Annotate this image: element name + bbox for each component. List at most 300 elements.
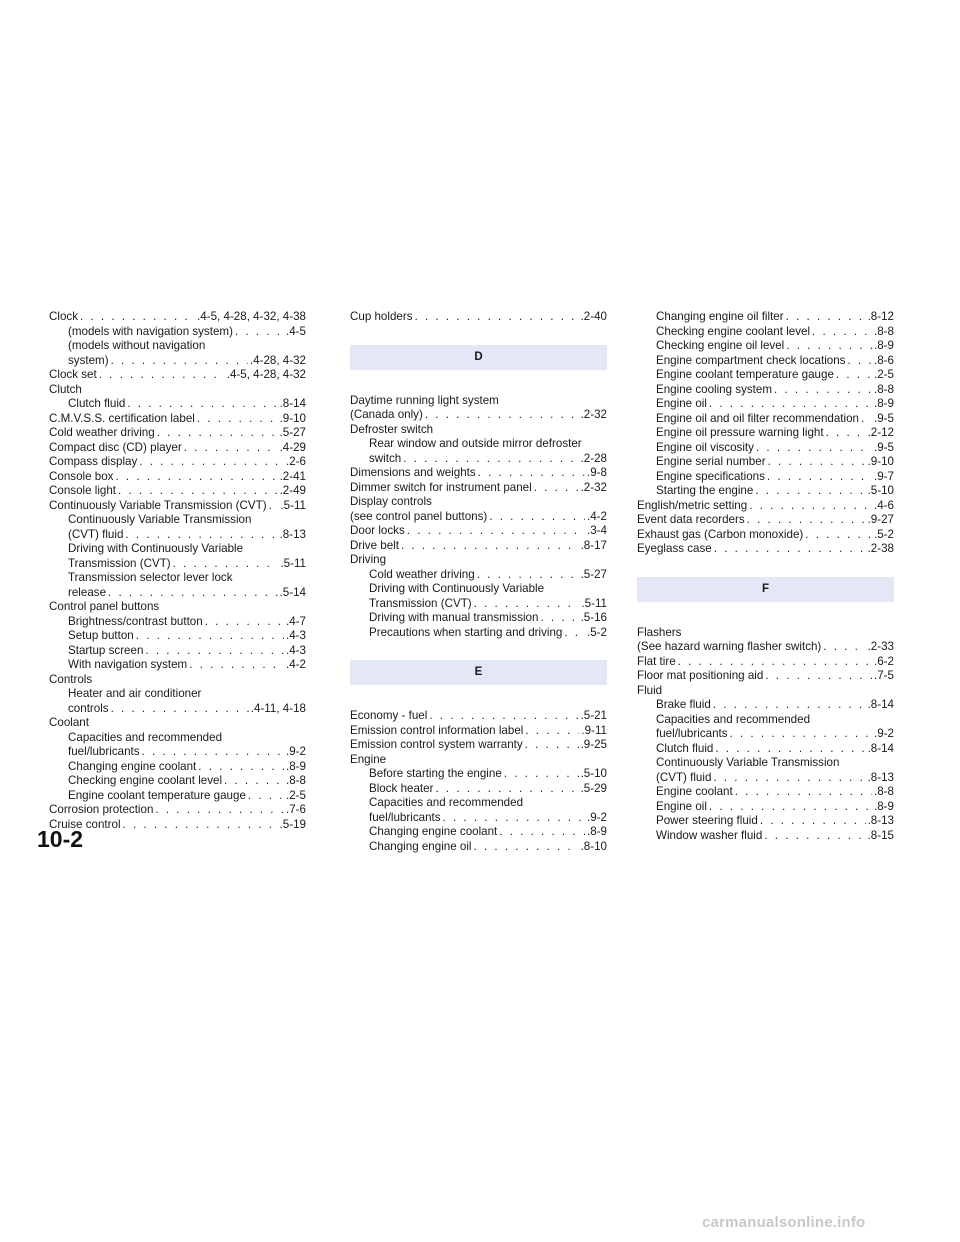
- entry-text: Floor mat positioning aid: [637, 669, 764, 682]
- index-entry: [49, 658, 306, 673]
- index-entry: [49, 760, 306, 775]
- watermark: carmanualsonline.info: [702, 1214, 866, 1231]
- dot-leader: [714, 542, 866, 557]
- entry-text: Cruise control: [49, 817, 121, 831]
- entry-text: Dimmer switch for instrument panel: [350, 480, 532, 494]
- entry-page: .8-9: [874, 799, 894, 813]
- dot-leader: [198, 760, 284, 775]
- dot-leader: [403, 452, 578, 467]
- entry-page: .4-29: [279, 440, 306, 454]
- dot-leader: [429, 709, 578, 724]
- entry-text: Event data recorders: [637, 513, 745, 526]
- dot-leader: [99, 368, 225, 383]
- section-header: D: [350, 345, 607, 370]
- entry-page: .4-2: [587, 509, 607, 523]
- dot-leader: [861, 412, 872, 427]
- entry-page: .4-3: [286, 629, 306, 642]
- entry-page: .5-2: [587, 625, 607, 639]
- index-entry: [49, 745, 306, 760]
- index-entry: [350, 597, 607, 612]
- entry-page: .8-17: [580, 538, 607, 552]
- section-header: E: [350, 660, 607, 685]
- entry-text: Console light: [49, 484, 117, 497]
- index-entry: [350, 611, 607, 626]
- index-entry: [350, 724, 607, 739]
- index-heading: Rear window and outside mirror defroster: [369, 437, 582, 450]
- index-entry: [637, 669, 894, 684]
- dot-leader: [747, 513, 866, 528]
- entry-text: Dimensions and weights: [350, 466, 476, 479]
- entry-text: system): [68, 353, 109, 367]
- index-entry: [350, 510, 607, 525]
- entry-page: .8-12: [867, 310, 894, 323]
- dot-leader: [415, 310, 579, 325]
- entry-page: .8-14: [867, 741, 894, 755]
- index-heading: Driving with Continuously Variable: [369, 582, 545, 595]
- dot-leader: [735, 785, 872, 800]
- entry-page: .2-32: [580, 408, 607, 421]
- entry-text: Engine oil: [656, 397, 707, 410]
- page-number: 10-2: [37, 826, 84, 852]
- index-entry: [49, 499, 306, 514]
- entry-text: (CVT) fluid: [68, 527, 124, 541]
- index-entry: [350, 825, 607, 840]
- index-heading: Display controls: [350, 495, 432, 508]
- index-entry: [350, 840, 607, 855]
- entry-text: (CVT) fluid: [656, 770, 712, 784]
- index-heading: Daytime running light system: [350, 393, 499, 407]
- entry-page: .8-8: [874, 785, 894, 798]
- entry-text: controls: [68, 701, 109, 715]
- entry-text: Cup holders: [350, 310, 413, 323]
- index-heading: Fluid: [637, 683, 663, 697]
- entry-page: .2-28: [580, 451, 607, 465]
- index-heading: Clutch: [49, 382, 82, 396]
- entry-page: .9-5: [874, 440, 894, 454]
- entry-page: .8-14: [279, 397, 306, 410]
- entry-page: .2-5: [874, 368, 894, 381]
- index-heading: Coolant: [49, 716, 89, 729]
- index-entry: [637, 310, 894, 325]
- index-entry: [637, 499, 894, 514]
- index-column-2: [350, 310, 607, 854]
- dot-leader: [499, 825, 585, 840]
- dot-leader: [525, 724, 579, 739]
- entry-text: Checking engine oil level: [656, 339, 785, 352]
- entry-text: With navigation system: [68, 658, 188, 671]
- entry-text: Compact disc (CD) player: [49, 440, 182, 454]
- index-entry: [350, 709, 607, 724]
- entry-text: Checking engine coolant level: [656, 324, 811, 338]
- entry-text: switch: [369, 451, 402, 465]
- entry-page: .4-5, 4-28, 4-32, 4-38: [197, 310, 306, 323]
- entry-text: (see control panel buttons): [350, 509, 488, 523]
- index-entry: [49, 803, 306, 818]
- entry-text: Engine specifications: [656, 469, 765, 483]
- index-entry: [49, 789, 306, 804]
- dot-leader: [713, 771, 865, 786]
- index-entry: [637, 640, 894, 655]
- index-entry: [637, 513, 894, 528]
- entry-page: .5-16: [580, 611, 607, 624]
- entry-page: .7-6: [286, 803, 306, 816]
- entry-page: .7-5: [874, 669, 894, 682]
- index-entry: [350, 626, 607, 641]
- entry-page: .4-6: [874, 498, 894, 512]
- entry-page: .2-33: [867, 640, 894, 653]
- index-heading: Driving with Continuously Variable: [68, 542, 244, 555]
- index-entry: [49, 455, 306, 470]
- section-header: F: [637, 577, 894, 602]
- index-heading: Control panel buttons: [49, 600, 160, 613]
- dot-leader: [111, 702, 249, 717]
- entry-page: .8-6: [874, 353, 894, 367]
- entry-text: Exhaust gas (Carbon monoxide): [637, 527, 804, 541]
- index-heading: Capacities and recommended: [656, 712, 811, 726]
- entry-page: .4-5, 4-28, 4-32: [226, 368, 306, 381]
- dot-leader: [805, 528, 872, 543]
- dot-leader: [269, 499, 279, 514]
- index-entry: [637, 800, 894, 815]
- index-entry: [637, 339, 894, 354]
- entry-page: .2-12: [867, 426, 894, 439]
- index-entry: [49, 615, 306, 630]
- dot-leader: [713, 698, 866, 713]
- dot-leader: [504, 767, 579, 782]
- index-entry: [49, 441, 306, 456]
- dot-leader: [564, 626, 585, 641]
- entry-page: .4-2: [286, 658, 306, 671]
- dot-leader: [836, 368, 872, 383]
- dot-leader: [730, 727, 872, 742]
- index-entry: [49, 426, 306, 441]
- dot-leader: [127, 397, 277, 412]
- index-entry: [49, 412, 306, 427]
- entry-page: .8-8: [874, 382, 894, 396]
- index-entry: [49, 470, 306, 485]
- entry-text: Engine oil pressure warning light: [656, 426, 824, 439]
- index-entry: [350, 452, 607, 467]
- index-entry: [49, 644, 306, 659]
- entry-page: .2-5: [286, 788, 306, 802]
- index-entry: [350, 811, 607, 826]
- index-entry: [49, 586, 306, 601]
- entry-text: Before starting the engine: [369, 767, 502, 780]
- entry-text: fuel/lubricants: [68, 745, 140, 758]
- dot-leader: [142, 745, 284, 760]
- entry-page: .5-10: [580, 767, 607, 780]
- index-entry: [637, 542, 894, 557]
- dot-leader: [534, 481, 579, 496]
- entry-text: Changing engine coolant: [68, 759, 197, 773]
- dot-leader: [205, 615, 284, 630]
- entry-page: .9-11: [581, 723, 607, 737]
- index-entry: [49, 368, 306, 383]
- index-entry: [49, 818, 306, 833]
- index-heading: Capacities and recommended: [369, 796, 524, 809]
- index-entry: [350, 738, 607, 753]
- entry-page: .8-13: [867, 814, 894, 827]
- entry-page: .5-10: [867, 484, 894, 497]
- entry-text: Engine oil viscosity: [656, 440, 754, 454]
- entry-text: Engine coolant temperature gauge: [68, 788, 246, 802]
- dot-leader: [184, 441, 278, 456]
- entry-page: .4-5: [286, 324, 306, 338]
- entry-page: .9-2: [286, 745, 306, 758]
- index-entry: [637, 814, 894, 829]
- entry-text: Console box: [49, 469, 114, 483]
- entry-page: .8-9: [874, 397, 894, 410]
- dot-leader: [540, 611, 578, 626]
- entry-page: .8-14: [867, 698, 894, 711]
- entry-text: Driving with manual transmission: [369, 611, 539, 624]
- index-entry: [49, 354, 306, 369]
- index-entry: [637, 383, 894, 398]
- dot-leader: [189, 658, 284, 673]
- entry-text: Cold weather driving: [369, 567, 475, 581]
- dot-leader: [443, 811, 585, 826]
- entry-text: Engine coolant temperature gauge: [656, 368, 834, 381]
- dot-leader: [425, 408, 579, 423]
- entry-page: .4-3: [286, 643, 306, 657]
- dot-leader: [767, 470, 872, 485]
- dot-leader: [764, 829, 865, 844]
- dot-leader: [749, 499, 872, 514]
- dot-leader: [115, 470, 277, 485]
- dot-leader: [145, 644, 284, 659]
- dot-leader: [224, 774, 284, 789]
- entry-page: .9-27: [867, 513, 894, 526]
- index-entry: [49, 325, 306, 340]
- dot-leader: [474, 840, 579, 855]
- entry-text: Brightness/contrast button: [68, 614, 203, 628]
- entry-text: Engine serial number: [656, 455, 766, 468]
- entry-text: Clutch fluid: [656, 741, 714, 755]
- dot-leader: [525, 738, 579, 753]
- entry-text: Corrosion protection: [49, 803, 154, 816]
- dot-leader: [111, 354, 248, 369]
- index-entry: [350, 782, 607, 797]
- entry-page: .4-11, 4-18: [250, 701, 306, 715]
- index-entry: [49, 557, 306, 572]
- dot-leader: [248, 789, 284, 804]
- index-heading: Heater and air conditioner: [68, 687, 202, 700]
- entry-text: Startup screen: [68, 643, 144, 657]
- index-entry: [637, 368, 894, 383]
- entry-text: Transmission (CVT): [68, 556, 171, 570]
- dot-leader: [823, 640, 865, 655]
- index-entry: [350, 539, 607, 554]
- entry-page: .9-10: [279, 411, 306, 425]
- index-entry: [350, 767, 607, 782]
- entry-text: Eyeglass case: [637, 542, 712, 555]
- entry-page: .3-4: [587, 524, 607, 537]
- index-entry: [637, 441, 894, 456]
- index-heading: Controls: [49, 672, 93, 686]
- entry-page: .8-13: [867, 770, 894, 784]
- dot-leader: [136, 629, 284, 644]
- index-heading: Flashers: [637, 625, 682, 639]
- dot-leader: [139, 455, 284, 470]
- entry-page: .2-41: [279, 469, 306, 483]
- dot-leader: [435, 782, 578, 797]
- entry-text: Economy - fuel: [350, 709, 428, 722]
- index-entry: [49, 629, 306, 644]
- dot-leader: [760, 814, 866, 829]
- index-entry: [637, 325, 894, 340]
- entry-page: .5-29: [580, 781, 607, 795]
- entry-text: Starting the engine: [656, 484, 754, 497]
- entry-text: Window washer fluid: [656, 828, 763, 842]
- index-entry: [637, 727, 894, 742]
- entry-page: .5-11: [280, 556, 306, 570]
- entry-text: Emission control information label: [350, 723, 524, 737]
- dot-leader: [812, 325, 872, 340]
- dot-leader: [108, 586, 278, 601]
- dot-leader: [155, 803, 284, 818]
- index-entry: [637, 426, 894, 441]
- entry-text: Transmission (CVT): [369, 596, 472, 610]
- entry-text: Emission control system warranty: [350, 738, 523, 751]
- entry-text: Engine oil and oil filter recommendation: [656, 411, 860, 425]
- entry-page: .2-40: [580, 310, 607, 323]
- dot-leader: [768, 455, 866, 470]
- index-entry: [637, 785, 894, 800]
- index-entry: [350, 524, 607, 539]
- index-entry: [637, 771, 894, 786]
- entry-text: (See hazard warning flasher switch): [637, 640, 822, 653]
- index-entry: [637, 655, 894, 670]
- index-entry: [350, 466, 607, 481]
- entry-text: Brake fluid: [656, 698, 711, 711]
- index-entry: [49, 397, 306, 412]
- dot-leader: [474, 597, 580, 612]
- entry-page: .8-9: [874, 339, 894, 352]
- entry-page: .9-25: [580, 738, 607, 751]
- entry-page: .2-6: [286, 455, 306, 468]
- entry-text: English/metric setting: [637, 498, 748, 512]
- entry-text: (Canada only): [350, 408, 423, 421]
- dot-leader: [489, 510, 585, 525]
- index-entry: [49, 774, 306, 789]
- entry-page: .2-38: [867, 542, 894, 555]
- index-entry: [49, 310, 306, 325]
- index-heading: Capacities and recommended: [68, 730, 223, 744]
- index-column-1: [49, 310, 306, 832]
- dot-leader: [157, 426, 278, 441]
- entry-page: .8-15: [867, 828, 894, 842]
- dot-leader: [401, 539, 579, 554]
- dot-leader: [118, 484, 278, 499]
- entry-page: .9-8: [587, 466, 607, 479]
- dot-leader: [765, 669, 872, 684]
- entry-page: .9-7: [874, 469, 894, 483]
- entry-page: .4-7: [286, 614, 306, 628]
- entry-page: .5-14: [279, 585, 306, 599]
- index-heading: (models without navigation: [68, 339, 206, 352]
- index-entry: [637, 742, 894, 757]
- index-entry: [350, 481, 607, 496]
- entry-text: Checking engine coolant level: [68, 774, 223, 787]
- entry-text: Continuously Variable Transmission (CVT): [49, 498, 267, 512]
- dot-leader: [847, 354, 872, 369]
- entry-text: Compass display: [49, 455, 138, 468]
- index-entry: [637, 528, 894, 543]
- index-heading: Transmission selector lever lock: [68, 571, 233, 584]
- entry-text: Drive belt: [350, 538, 399, 552]
- index-entry: [49, 528, 306, 543]
- entry-text: Changing engine oil filter: [656, 310, 784, 323]
- index-entry: [350, 568, 607, 583]
- entry-page: .5-21: [580, 709, 607, 722]
- entry-page: .5-11: [280, 498, 306, 512]
- index-entry: [637, 829, 894, 844]
- entry-page: .5-19: [279, 817, 306, 831]
- index-heading: Continuously Variable Transmission: [656, 756, 840, 769]
- index-entry: [637, 412, 894, 427]
- entry-page: .9-10: [867, 455, 894, 468]
- entry-text: Door locks: [350, 524, 405, 537]
- index-entry: [637, 470, 894, 485]
- index-entry: [637, 698, 894, 713]
- index-entry: [49, 702, 306, 717]
- entry-page: .5-11: [581, 596, 607, 610]
- index-heading: Continuously Variable Transmission: [68, 513, 252, 526]
- entry-text: Cold weather driving: [49, 426, 155, 439]
- dot-leader: [235, 325, 284, 340]
- dot-leader: [755, 484, 865, 499]
- index-entry: [637, 397, 894, 412]
- entry-page: .4-28, 4-32: [249, 353, 306, 367]
- dot-leader: [715, 742, 865, 757]
- dot-leader: [774, 383, 872, 398]
- entry-page: .8-9: [587, 825, 607, 838]
- dot-leader: [125, 528, 277, 543]
- dot-leader: [756, 441, 872, 456]
- dot-leader: [786, 310, 866, 325]
- index-heading: Defroster switch: [350, 422, 434, 436]
- entry-page: .9-2: [587, 810, 607, 824]
- dot-leader: [786, 339, 872, 354]
- dot-leader: [477, 568, 579, 583]
- dot-leader: [678, 655, 872, 670]
- dot-leader: [478, 466, 585, 481]
- entry-text: Changing engine oil: [369, 839, 472, 853]
- index-entry: [49, 484, 306, 499]
- dot-leader: [826, 426, 866, 441]
- index-column-3: [637, 310, 894, 843]
- entry-text: Power steering fluid: [656, 814, 758, 827]
- entry-text: Engine cooling system: [656, 382, 772, 396]
- entry-page: .6-2: [874, 654, 894, 668]
- index-entry: [637, 354, 894, 369]
- entry-text: fuel/lubricants: [369, 810, 441, 824]
- entry-text: (models with navigation system): [68, 324, 233, 338]
- entry-text: Engine coolant: [656, 785, 733, 798]
- entry-text: Setup button: [68, 629, 134, 642]
- entry-text: Engine compartment check locations: [656, 353, 846, 367]
- entry-page: .5-27: [580, 567, 607, 581]
- dot-leader: [709, 397, 872, 412]
- dot-leader: [173, 557, 279, 572]
- entry-text: Clock: [49, 310, 78, 323]
- dot-leader: [123, 818, 278, 833]
- entry-text: fuel/lubricants: [656, 727, 728, 740]
- entry-page: .8-9: [286, 759, 306, 773]
- entry-text: Clock set: [49, 368, 97, 381]
- entry-page: .9-2: [874, 727, 894, 740]
- index-entry: [350, 408, 607, 423]
